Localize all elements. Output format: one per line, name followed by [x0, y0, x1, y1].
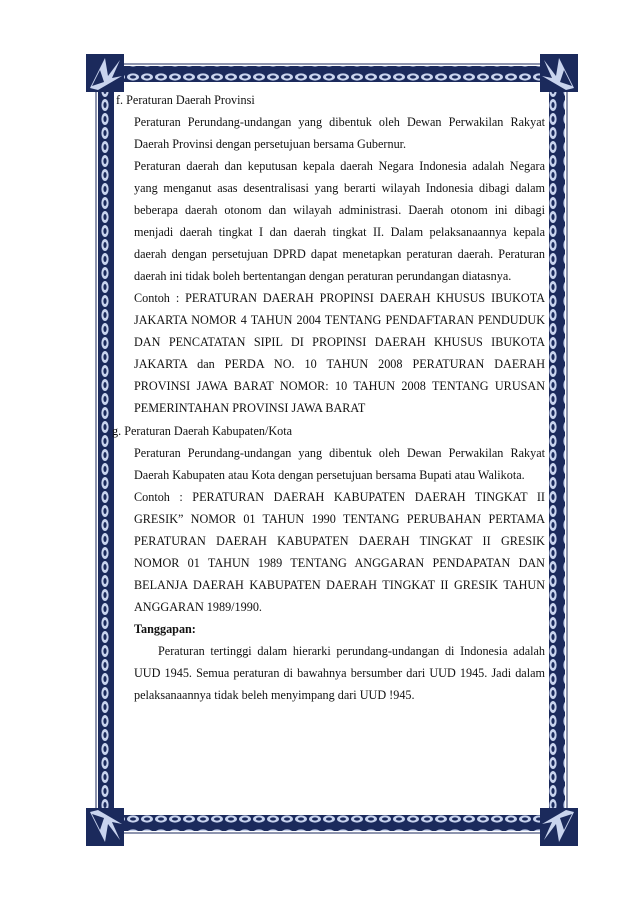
tanggapan-text: Peraturan tertinggi dalam hierarki perundang-undangan di Indonesia adalah UUD 1945. Semua peraturan di bawahnya bersumber dari UUD 1945. Jadi dalam pelaksanaannya tidak beleh menyimpang dari UUD !945. — [134, 644, 545, 702]
section-f-example: Contoh : PERATURAN DAERAH PROPINSI DAERAH KHUSUS IBUKOTA JAKARTA NOMOR 4 TAHUN 2004 TENTANG PENDAFTARAN PENDUDUK DAN PENCATATAN SIPIL DI PROPINSI DAERAH KHUSUS IBUKOTA JAKARTA dan PERDA NO. 10 TAHUN 2008 PERATURAN DAERAH PROVINSI JAWA BARAT NOMOR: 10 TAHUN 2008 TENTANG URUSAN PEMERINTAHAN PROVINSI JAWA BARAT — [134, 291, 545, 415]
section-f-heading: f. Peraturan Daerah Provinsi — [116, 93, 255, 107]
corner-ornament-bottom-right — [540, 808, 578, 846]
corner-ornament-top-right — [540, 54, 578, 92]
corner-ornament-top-left — [86, 54, 124, 92]
left-border — [98, 86, 114, 812]
section-f-paragraph-1: Peraturan Perundang-undangan yang dibentuk oleh Dewan Perwakilan Rakyat Daerah Provinsi dengan persetujuan bersama Gubernur. — [134, 115, 545, 151]
section-g-heading: g. Peraturan Daerah Kabupaten/Kota — [112, 424, 293, 438]
section-g-example: Contoh : PERATURAN DAERAH KABUPATEN DAERAH TINGKAT II GRESIK” NOMOR 01 TAHUN 1990 TENTANG PERUBAHAN PERTAMA PERATURAN DAERAH KABUPATEN DAERAH TINGKAT II GRESIK NOMOR 01 TAHUN 1989 TENTANG ANGGARAN PENDAPATAN DAN BELANJA DAERAH KABUPATEN DAERAH TINGKAT II GRESIK TAHUN ANGGARAN 1989/1990. — [134, 490, 545, 614]
page-content — [112, 88, 545, 706]
corner-ornament-bottom-left — [86, 808, 124, 846]
section-g-paragraph-1: Peraturan Perundang-undangan yang dibentuk oleh Dewan Perwakilan Rakyat Daerah Kabupaten atau Kota dengan persetujuan bersama Bupati atau Walikota. — [134, 446, 545, 482]
tanggapan-label: Tanggapan: — [134, 622, 196, 636]
bottom-border — [120, 815, 544, 831]
top-border — [120, 66, 544, 82]
right-border — [549, 86, 565, 812]
section-f-paragraph-2: Peraturan daerah dan keputusan kepala daerah Negara Indonesia adalah Negara yang menganut asas desentralisasi yang berarti wilayah Indonesia dibagi dalam beberapa daerah otonom dan wilayah administrasi. Daerah otonom ini dibagi menjadi daerah tingkat I dan daerah tingkat II. Dalam pelaksanaannya kepala daerah dengan persetujuan DPRD dapat menetapkan peraturan daerah. Peraturan daerah ini tidak boleh bertentangan dengan peraturan perundangan diatasnya. — [134, 159, 545, 283]
